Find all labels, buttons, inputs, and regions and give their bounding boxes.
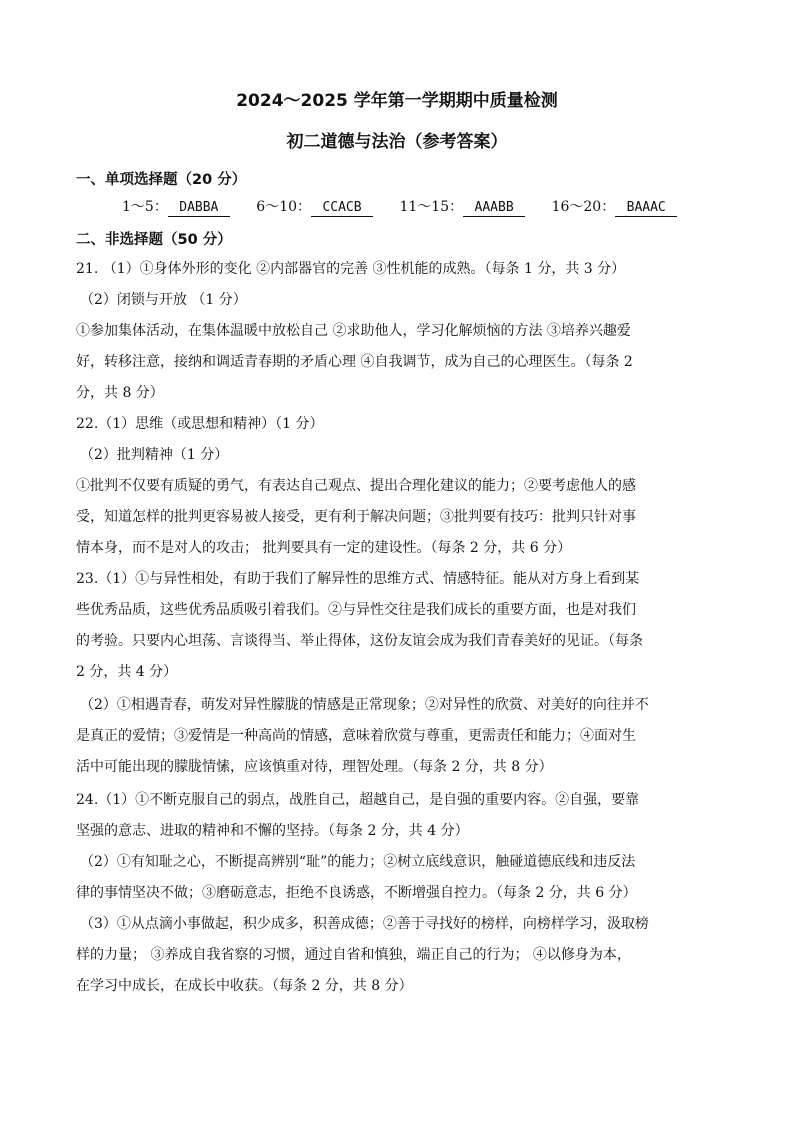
answer-line: ①批判不仅要有质疑的勇气，有表达自己观点、提出合理化建议的能力；②要考虑他人的感 bbox=[76, 478, 636, 494]
section-heading-multiple-choice: 一、单项选择题（20 分） bbox=[76, 172, 247, 188]
answer-line: 21. （1）①身体外形的变化 ②内部器官的完善 ③性机能的成熟。（每条 1 分，共 3 分） bbox=[76, 261, 626, 277]
answer-range: 1～5： bbox=[122, 199, 168, 215]
multiple-choice-answers bbox=[122, 196, 699, 217]
answer-letters: AAABB bbox=[463, 199, 525, 217]
answer-line: 活中可能出现的朦胧情愫，应该慎重对待，理智处理。（每条 2 分，共 8 分） bbox=[76, 759, 553, 775]
answer-line: 2 分，共 4 分） bbox=[76, 664, 178, 680]
answer-line: 好，转移注意，接纳和调适青春期的矛盾心理 ④自我调节，成为自己的心理医生。（每条 2 bbox=[76, 354, 633, 370]
answer-group bbox=[256, 196, 373, 217]
answer-line: （2）批判精神（1 分） bbox=[80, 447, 229, 463]
page-title: 2024～2025 学年第一学期期中质量检测 bbox=[236, 91, 558, 111]
answer-line: 分，共 8 分） bbox=[76, 385, 164, 401]
answer-line: 是真正的爱情；③爱情是一种高尚的情感，意味着欣赏与尊重，更需责任和能力；④面对生 bbox=[76, 728, 636, 744]
section-heading-non-choice: 二、非选择题（50 分） bbox=[76, 232, 232, 248]
answer-letters: BAAAC bbox=[615, 199, 677, 217]
answer-line: 在学习中成长，在成长中收获。（每条 2 分，共 8 分） bbox=[76, 978, 413, 994]
answer-line: 受，知道怎样的批判更容易被人接受，更有利于解决问题；③批判要有技巧：批判只针对事 bbox=[76, 509, 636, 525]
answer-line: （2）闭锁与开放 （1 分） bbox=[80, 292, 247, 308]
answer-line: （3）①从点滴小事做起，积少成多，积善成德；②善于寻找好的榜样，向榜样学习，汲取榜 bbox=[80, 916, 649, 932]
answer-line: 样的力量； ③养成自我省察的习惯，通过自省和慎独，端正自己的行为； ④以修身为本， bbox=[76, 947, 631, 963]
answer-range: 16～20： bbox=[551, 199, 616, 215]
answer-line: 情本身，而不是对人的攻击； 批判要具有一定的建设性。（每条 2 分，共 6 分） bbox=[76, 540, 572, 556]
answer-line: 24.（1）①不断克服自己的弱点，战胜自己，超越自己，是自强的重要内容。②自强，要靠 bbox=[76, 792, 640, 808]
answer-line: （2）①有知耻之心，不断提高辨别“耻”的能力；②树立底线意识，触碰道德底线和违反法 bbox=[80, 854, 636, 870]
answer-range: 6～10： bbox=[256, 199, 312, 215]
answer-line: 些优秀品质，这些优秀品质吸引着我们。②与异性交往是我们成长的重要方面，也是对我们 bbox=[76, 602, 636, 618]
answer-line: 22.（1）思维（或思想和精神）（1 分） bbox=[76, 416, 324, 432]
answer-letters: CCACB bbox=[311, 199, 373, 217]
answer-group bbox=[552, 196, 678, 217]
answer-line: ①参加集体活动，在集体温暖中放松自己 ②求助他人，学习化解烦恼的方法 ③培养兴趣爱 bbox=[76, 323, 631, 339]
answer-line: 坚强的意志、进取的精神和不懈的坚持。（每条 2 分，共 4 分） bbox=[76, 823, 469, 839]
answer-group bbox=[399, 196, 525, 217]
answer-group bbox=[122, 196, 230, 217]
answer-line: 23.（1）①与异性相处，有助于我们了解异性的思维方式、情感特征。能从对方身上看到某 bbox=[76, 571, 640, 587]
answer-line: 的考验。只要内心坦荡、言谈得当、举止得体，这份友谊会成为我们青春美好的见证。（每条 bbox=[76, 633, 643, 649]
answer-line: 律的事情坚决不做；③磨砺意志，拒绝不良诱惑，不断增强自控力。（每条 2 分，共 6 分） bbox=[76, 885, 637, 901]
answer-range: 11～15： bbox=[399, 199, 464, 215]
answer-line: （2）①相遇青春，萌发对异性朦胧的情感是正常现象；②对异性的欣赏、对美好的向往并不 bbox=[80, 697, 649, 713]
answer-letters: DABBA bbox=[168, 199, 230, 217]
page-subtitle: 初二道德与法治（参考答案） bbox=[286, 132, 508, 152]
